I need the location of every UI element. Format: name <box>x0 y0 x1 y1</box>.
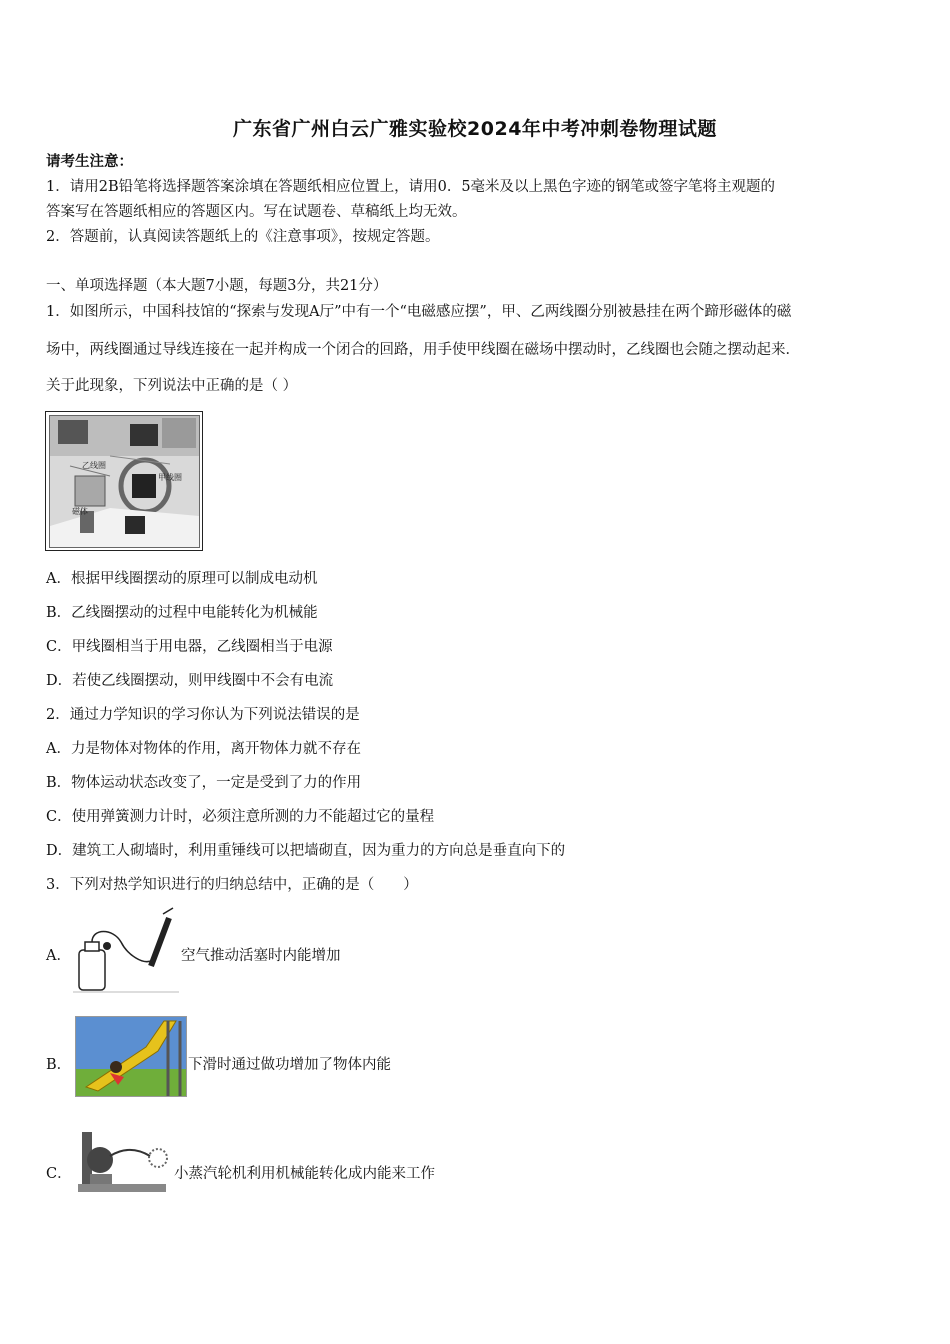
q2-option-c: C．使用弹簧测力计时，必须注意所测的力不能超过它的量程 <box>46 809 435 825</box>
q3-option-c-text: 小蒸汽轮机利用机械能转化成内能来工作 <box>174 1166 435 1182</box>
q1-stem-line-1: 1．如图所示，中国科技馆的“探索与发现A厅”中有一个“电磁感应摆”，甲、乙两线圈分别被悬挂在两个蹄形磁体的磁 <box>46 304 792 320</box>
bottle-pump-icon <box>73 906 179 996</box>
q3-option-c-label: C． <box>46 1166 72 1182</box>
steam-turbine-icon <box>74 1122 172 1202</box>
q3-option-c-figure <box>74 1122 172 1202</box>
q3-option-b-label: B． <box>46 1057 72 1073</box>
q3-option-a-figure <box>73 906 179 996</box>
notice-line-3: 2．答题前，认真阅读答题纸上的《注意事项》，按规定答题。 <box>46 229 440 245</box>
q3-option-b-text: 下滑时通过做功增加了物体内能 <box>188 1057 391 1073</box>
page-title: 广东省广州白云广雅实验校2024年中考冲刺卷物理试题 <box>233 118 717 140</box>
q3-option-b-figure <box>75 1016 187 1097</box>
q1-option-d: D．若使乙线圈摆动，则甲线圈中不会有电流 <box>46 673 334 689</box>
q2-option-d: D．建筑工人砌墙时，利用重锤线可以把墙砌直，因为重力的方向总是垂直向下的 <box>46 843 566 859</box>
q1-option-a: A．根据甲线圈摆动的原理可以制成电动机 <box>46 571 318 587</box>
fig-label-coil-b: 乙线圈 <box>82 461 106 470</box>
notice-line-1: 1．请用2B铅笔将选择题答案涂填在答题纸相应位置上，请用0．5毫米及以上黑色字迹的钢笔或签字笔将主观题的 <box>46 179 776 195</box>
q3-option-a-text: 空气推动活塞时内能增加 <box>181 948 341 964</box>
notice-heading: 请考生注意： <box>46 154 133 170</box>
q1-photo <box>45 411 203 551</box>
section-heading: 一、单项选择题（本大题7小题，每题3分，共21分） <box>46 278 388 294</box>
q3-stem: 3．下列对热学知识进行的归纳总结中，正确的是（ ） <box>46 877 418 893</box>
q1-option-c: C．甲线圈相当于用电器，乙线圈相当于电源 <box>46 639 333 655</box>
slide-icon <box>76 1017 186 1096</box>
q1-stem-line-2: 场中，两线圈通过导线连接在一起并构成一个闭合的回路，用手使甲线圈在磁场中摆动时，乙线圈也会随之摆动起来． <box>46 342 800 358</box>
q1-stem-line-3: 关于此现象，下列说法中正确的是（ ） <box>46 378 298 394</box>
q2-stem: 2．通过力学知识的学习你认为下列说法错误的是 <box>46 707 360 723</box>
q3-option-a-label: A． <box>46 948 71 964</box>
q2-option-a: A．力是物体对物体的作用，离开物体力就不存在 <box>46 741 361 757</box>
notice-line-2: 答案写在答题纸相应的答题区内。写在试题卷、草稿纸上均无效。 <box>46 204 467 220</box>
q1-option-b: B．乙线圈摆动的过程中电能转化为机械能 <box>46 605 318 621</box>
fig-label-magnet: 磁体 <box>72 507 88 516</box>
fig-label-coil-a: 甲线圈 <box>158 473 182 482</box>
q2-option-b: B．物体运动状态改变了，一定是受到了力的作用 <box>46 775 362 791</box>
